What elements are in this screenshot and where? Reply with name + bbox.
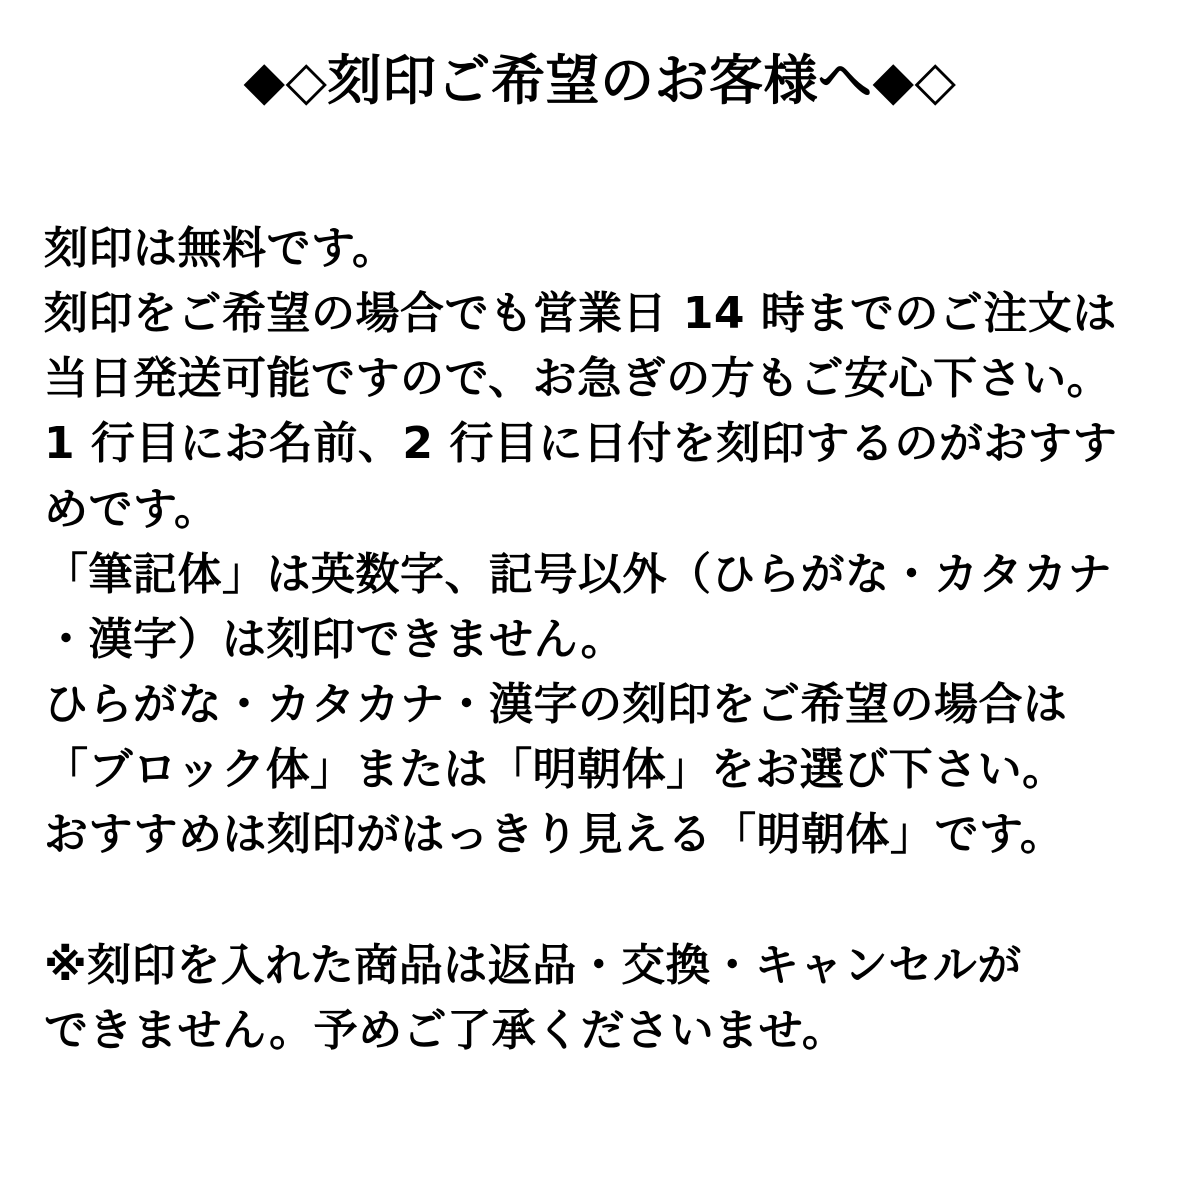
text-line: ※刻印を入れた商品は返品・交換・キャンセルが bbox=[44, 940, 1022, 992]
text-line: できません。予めご了承くださいませ。 bbox=[44, 1005, 847, 1057]
text-line: 当日発送可能ですので、お急ぎの方もご安心下さい。 bbox=[44, 353, 1112, 405]
paragraph-line bbox=[44, 933, 1160, 1063]
text-line: 「ブロック体」または「明朝体」をお選び下さい。 bbox=[44, 743, 1067, 795]
text-line: 刻印は無料です。 bbox=[44, 223, 397, 275]
paragraph-line bbox=[44, 216, 1160, 867]
text-line: 「筆記体」は英数字、記号以外（ひらがな・カタカナ bbox=[44, 548, 1112, 600]
text-line: ひらがな・カタカナ・漢字の刻印をご希望の場合は bbox=[44, 678, 1068, 730]
page-title: ◆◇刻印ご希望のお客様へ◆◇ bbox=[243, 49, 957, 112]
text-line: 刻印をご希望の場合でも営業日 14 時までのご注文は bbox=[44, 288, 1117, 340]
text-line: 1 行目にお名前、2 行目に日付を刻印するのがおすす bbox=[44, 418, 1118, 470]
notice-paragraph bbox=[40, 933, 1160, 1063]
text-line: おすすめは刻印がはっきり見える「明朝体」です。 bbox=[44, 809, 1065, 861]
text-line: めです。 bbox=[44, 483, 219, 535]
text-line: ・漢字）は刻印できません。 bbox=[44, 613, 626, 665]
main-paragraph bbox=[40, 216, 1160, 867]
